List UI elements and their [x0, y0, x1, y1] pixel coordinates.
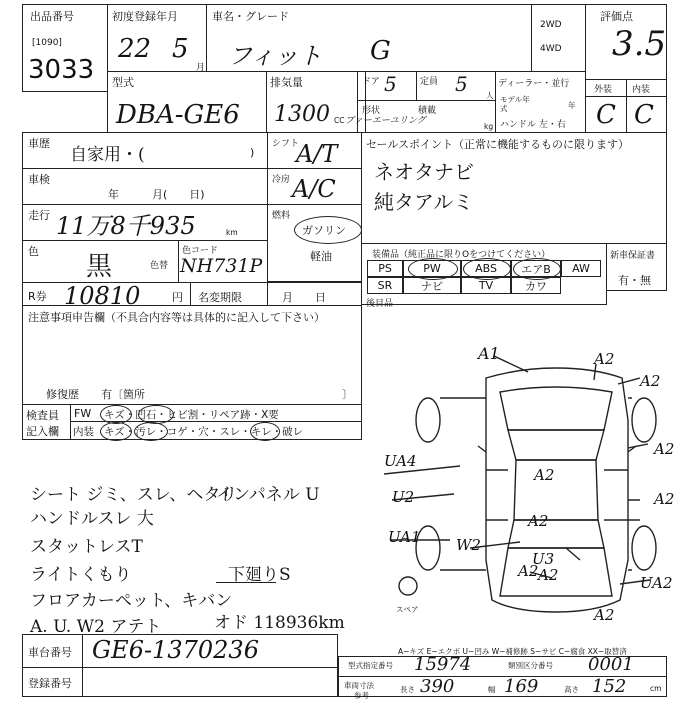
- score-value: 3.5: [612, 24, 667, 64]
- ac-label: 冷房: [272, 175, 291, 185]
- first-reg-month: 5: [172, 34, 189, 64]
- first-reg-label: 初度登録年月: [112, 10, 178, 23]
- capacity-value: 5: [455, 72, 468, 96]
- shape-label: 形状: [362, 106, 381, 116]
- model-label: 型式: [112, 76, 134, 89]
- car-name-label: 車名・グレード: [212, 10, 289, 23]
- type-cert-label: 型式指定番号: [348, 661, 393, 670]
- note-marks: A. U. W2 アテト: [30, 617, 162, 637]
- drive-2wd: 2WD: [540, 20, 562, 30]
- mileage-label: 走行: [28, 209, 50, 222]
- recycle-label: R券: [28, 290, 47, 303]
- cm-unit: cm: [650, 684, 662, 693]
- equip-abs: ABS: [461, 260, 511, 277]
- score-label: 評価点: [600, 10, 633, 23]
- ref-label: 参考: [354, 691, 369, 700]
- equip-pw: PW: [403, 260, 461, 277]
- year-unit: 年: [568, 101, 576, 110]
- equipment-title: 装備品（純正品に限りOをつけてください）: [372, 250, 551, 260]
- dealer-label: ディーラー・並行: [498, 79, 570, 89]
- car-name: フィット: [228, 42, 323, 70]
- color-label: 色: [28, 245, 39, 258]
- damage-mark-ua4: UA4: [384, 452, 417, 470]
- chassis-label: 車台番号: [28, 646, 72, 659]
- mileage-value: 11万8千935: [56, 212, 196, 240]
- handle-label: ハンドル 左・右: [500, 120, 566, 130]
- warranty-fmt: 月 日: [282, 291, 326, 304]
- note-odometer: オド 118936km: [214, 613, 345, 633]
- damage-legend: A−キズ E−エクボ U−凹み W−補修跡 S−サビ C−腐食 XX−取替済: [398, 647, 627, 656]
- lot-code: [1090]: [32, 38, 62, 48]
- color-code-label: 色コード: [182, 246, 219, 256]
- damage-mark-a1: A1: [478, 344, 500, 363]
- height-value: 152: [592, 676, 627, 697]
- repair-close: 〕: [342, 388, 353, 401]
- damage-mark-a2-roof: A2: [534, 466, 555, 484]
- class-label: 類別区分番号: [508, 661, 553, 670]
- inspector-label-2: 記入欄: [26, 425, 59, 438]
- declaration-label: 注意事項申告欄（不具合内容等は具体的に記入して下さい）: [28, 311, 325, 324]
- shift-label: シフト: [272, 139, 300, 149]
- history-label: 車歴: [28, 137, 50, 150]
- damage-mark-a2-front: A2: [594, 350, 615, 368]
- note-studless: スタットレスT: [30, 537, 143, 557]
- kg-unit: kg: [484, 122, 494, 131]
- month-unit: 月: [196, 63, 206, 73]
- inspection-fmt: 年 月( 日): [108, 188, 205, 201]
- fw-items: キズ・凹石・ヒビ割・リペア跡・X要: [104, 409, 279, 421]
- damage-mark-a2-rear-left: A2: [518, 562, 539, 580]
- equip-aw: AW: [561, 260, 601, 277]
- damage-mark-w2: W2: [456, 536, 481, 554]
- class-value: 0001: [588, 654, 634, 675]
- damage-mark-u3: U3: [532, 550, 555, 568]
- color-value: 黒: [86, 252, 113, 282]
- width-label: 幅: [488, 685, 496, 694]
- exterior-grade: C: [596, 100, 616, 130]
- warranty-book-label: 新車保証書: [610, 251, 656, 261]
- damage-mark-ua2: UA2: [640, 574, 673, 592]
- capacity-label: 定員: [420, 77, 439, 87]
- color-code-value: NH731P: [180, 255, 263, 277]
- lot-number-label: 出品番号: [30, 10, 74, 23]
- interior-grade: C: [634, 100, 654, 130]
- equip-tv: TV: [461, 277, 511, 294]
- fuel-label: 燃料: [272, 211, 291, 221]
- displacement-label: 排気量: [270, 76, 303, 89]
- history-close: ): [250, 146, 255, 159]
- displacement-value: 1300: [274, 102, 330, 127]
- sales-point-1: ネオタナビ: [374, 160, 474, 184]
- interior-items: キズ・汚レ・コゲ・穴・スレ・キレ・破レ: [104, 426, 304, 438]
- first-reg-year: 22: [118, 34, 152, 64]
- ac-value: A/C: [292, 175, 336, 203]
- interior-row-label: 内装: [73, 426, 94, 438]
- doors-value: 5: [384, 72, 397, 96]
- history-value: 自家用・(: [70, 145, 145, 165]
- km-unit: km: [226, 228, 238, 237]
- note-instrument-panel: インパネル U: [216, 485, 320, 505]
- doors-label: ドア: [362, 77, 380, 87]
- damage-mark-a2-rdoor: A2: [654, 490, 675, 508]
- note-carpet: フロアカーペット、キバン: [30, 591, 233, 611]
- equip-navi: ナビ: [403, 277, 461, 294]
- engine-note: ブァーエーユリング: [345, 116, 426, 126]
- damage-mark-a2-rear: A2: [594, 606, 615, 624]
- type-cert-value: 15974: [414, 654, 472, 675]
- fuel-diesel: 軽油: [310, 250, 332, 263]
- dims-label: 車両寸法: [344, 681, 374, 690]
- equip-leather: カワ: [511, 277, 561, 294]
- yen-unit: 円: [172, 291, 183, 304]
- length-label: 長さ: [400, 685, 415, 694]
- sales-point-2: 純タアルミ: [374, 190, 474, 214]
- note-light: ライトくもり: [30, 565, 132, 585]
- person-unit: 人: [486, 91, 494, 100]
- damage-mark-a2-rear-win: A2: [528, 512, 549, 530]
- damage-mark-a2-trunk: A2: [538, 566, 559, 584]
- equip-sr: SR: [367, 277, 403, 294]
- damage-mark-ua1: UA1: [388, 528, 421, 546]
- damage-mark-a2-fr: A2: [640, 372, 661, 390]
- model-year-label: モデル年式: [500, 95, 530, 113]
- recycle-value: 10810: [64, 282, 141, 310]
- note-underbody: 下廻りS: [228, 565, 291, 585]
- inspection-label: 車検: [28, 173, 50, 186]
- lot-number: 3033: [28, 55, 95, 85]
- sales-points-title: セールスポイント（正常に機能するものに限ります）: [366, 138, 630, 151]
- note-seat: シート ジミ、スレ、ヘタリ: [30, 485, 238, 505]
- repaint-label: 色替: [150, 261, 169, 271]
- loadcap-label: 積載: [418, 106, 437, 116]
- equip-airbag: エアB: [511, 260, 561, 277]
- grade: G: [370, 36, 391, 66]
- reg-no-label: 登録番号: [28, 677, 72, 690]
- interior-label: 内装: [632, 85, 651, 95]
- damage-mark-u2: U2: [392, 488, 415, 506]
- equip-ps: PS: [367, 260, 403, 277]
- repair-history-label: 修復歴 有〔箇所: [46, 388, 145, 401]
- length-value: 390: [420, 676, 455, 697]
- damage-mark-a2-right: A2: [654, 440, 675, 458]
- height-label: 高さ: [564, 685, 579, 694]
- model-value: DBA-GE6: [116, 100, 240, 130]
- note-steering: ハンドルスレ 大: [30, 509, 154, 529]
- drive-4wd: 4WD: [540, 44, 562, 54]
- warranty-label: 名変期限: [198, 291, 242, 304]
- rear-label: 後目品: [366, 299, 394, 309]
- shift-value: A/T: [296, 140, 338, 168]
- warranty-book-value: 有・無: [618, 274, 651, 287]
- inspector-label-1: 検査員: [26, 409, 59, 422]
- fw-label: FW: [74, 407, 92, 420]
- fuel-gasoline: ガソリン: [302, 224, 346, 237]
- spare-label: スペア: [396, 605, 419, 614]
- exterior-label: 外装: [594, 85, 613, 95]
- width-value: 169: [504, 676, 539, 697]
- cc-unit: CC: [334, 116, 345, 125]
- chassis-value: GE6-1370236: [92, 636, 259, 664]
